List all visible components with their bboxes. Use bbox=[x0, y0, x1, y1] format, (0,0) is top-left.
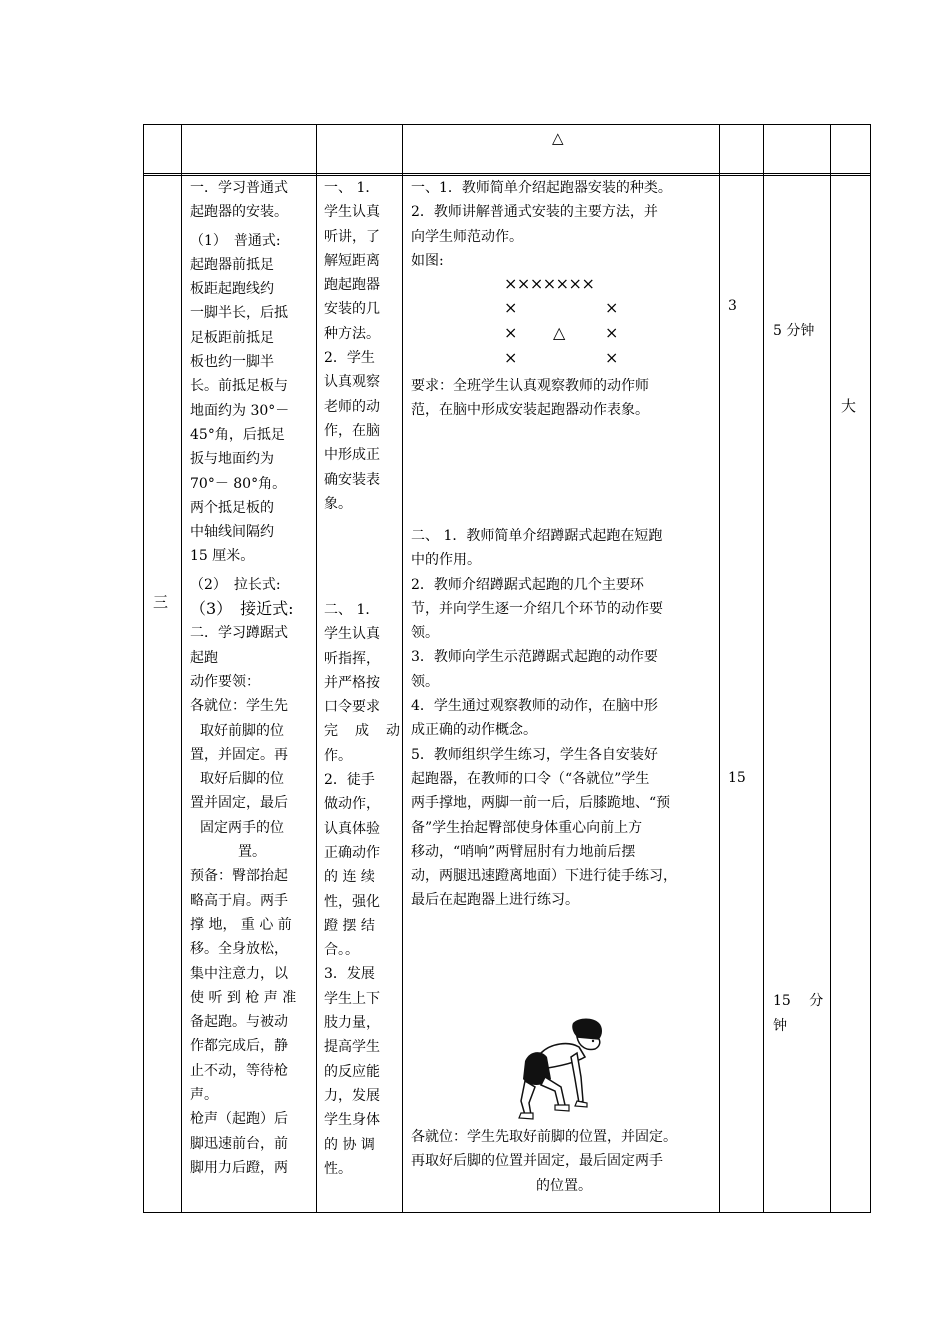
count-value: 15 bbox=[728, 770, 746, 786]
content-line: 动作要领： bbox=[190, 673, 260, 690]
table-divider bbox=[719, 124, 720, 1213]
student-line: 认真体验 bbox=[324, 820, 380, 837]
method-line: 中的作用。 bbox=[411, 552, 481, 569]
content-line: 足板距前抵足 bbox=[190, 329, 274, 346]
student-line: 认真观察 bbox=[324, 374, 380, 391]
content-line: 两个抵足板的 bbox=[190, 499, 274, 516]
crouch-start-illustration bbox=[511, 1017, 611, 1121]
student-line: 力，发展 bbox=[324, 1087, 380, 1104]
student-activity-part2 bbox=[324, 598, 400, 1181]
content-line: 起跑 bbox=[190, 649, 218, 666]
method-line: 4．学生通过观察教师的动作，在脑中形 bbox=[411, 698, 658, 715]
table-row-divider bbox=[143, 173, 871, 174]
content-line: 声。 bbox=[190, 1086, 218, 1103]
student-line: 老师的动 bbox=[324, 398, 380, 415]
student-line: 的反应能 bbox=[324, 1063, 380, 1080]
content-line: 70°－ 80°角。 bbox=[190, 475, 287, 492]
method-line: 起跑器，在教师的口令（“各就位”学生 bbox=[411, 770, 650, 787]
lesson-plan-table bbox=[143, 124, 871, 1213]
method-line: 要求：全班学生认真观察教师的动作师 bbox=[411, 378, 649, 394]
student-line: 象。 bbox=[324, 495, 352, 512]
caption-line: 的位置。 bbox=[536, 1177, 592, 1194]
content-line: （3） 接近式: bbox=[190, 599, 294, 619]
teacher-method-part1 bbox=[411, 176, 717, 273]
student-line: 学生身体 bbox=[324, 1112, 380, 1129]
table-border-top bbox=[143, 124, 871, 125]
content-line: 预备：臀部抬起 bbox=[190, 868, 288, 885]
student-line: 跑起跑器 bbox=[324, 277, 380, 294]
student-line: 一、 1． bbox=[324, 180, 380, 196]
formation-mark: × bbox=[504, 298, 518, 317]
teacher-method-part2 bbox=[411, 524, 717, 913]
method-line: 范，在脑中形成安装起跑器动作表象。 bbox=[411, 402, 649, 419]
student-line: 完 成 动 bbox=[324, 723, 400, 740]
table-divider bbox=[830, 124, 831, 1213]
student-line: 学生上下 bbox=[324, 990, 380, 1007]
content-line: 撑 地， 重 心 前 bbox=[190, 916, 292, 933]
content-line: （2） 拉长式: bbox=[190, 576, 281, 593]
student-line: 合。。 bbox=[324, 942, 359, 959]
content-line: 起跑器的安装。 bbox=[190, 204, 288, 221]
method-line: 节，并向学生逐一介绍几个环节的动作要 bbox=[411, 600, 663, 617]
content-line: 置并固定，最后 bbox=[190, 795, 288, 812]
time-value: 钟 bbox=[773, 1018, 787, 1034]
student-line: 确安装表 bbox=[324, 471, 380, 488]
section-number: 三 bbox=[153, 593, 169, 611]
content-line: 移。全身放松， bbox=[190, 941, 288, 958]
content-line: 略高于肩。两手 bbox=[190, 892, 288, 909]
student-line: 作。 bbox=[324, 747, 352, 764]
student-line: 提高学生 bbox=[324, 1039, 380, 1056]
content-line: 一脚半长，后抵 bbox=[190, 305, 288, 322]
intensity-value: 大 bbox=[841, 397, 857, 415]
student-line: 的 协 调 bbox=[324, 1136, 375, 1153]
content-line: 长。前抵足板与 bbox=[190, 378, 288, 395]
formation-mark: × bbox=[504, 323, 518, 342]
student-line: 种方法。 bbox=[324, 325, 380, 342]
content-line: 15 厘米。 bbox=[190, 548, 255, 565]
caption-line: 再取好后脚的位置并固定，最后固定两手 bbox=[411, 1153, 663, 1170]
content-line: 置。 bbox=[238, 844, 266, 861]
student-line: 2．学生 bbox=[324, 350, 375, 367]
content-line: 中轴线间隔约 bbox=[190, 524, 274, 541]
formation-mark: × bbox=[605, 323, 619, 342]
formation-mark: × bbox=[605, 298, 619, 317]
content-line: 起跑器前抵足 bbox=[190, 256, 274, 273]
formation-mark: × bbox=[504, 348, 518, 367]
method-line: 最后在起跑器上进行练习。 bbox=[411, 892, 579, 909]
student-line: 性。 bbox=[324, 1160, 352, 1177]
content-line: 枪声（起跑）后 bbox=[190, 1111, 288, 1128]
content-line: 扳与地面约为 bbox=[190, 451, 274, 468]
student-line: 安装的几 bbox=[324, 301, 380, 318]
method-line: 备”学生抬起臀部使身体重心向前上方 bbox=[411, 819, 643, 836]
table-border-left bbox=[143, 124, 144, 1213]
count-value: 3 bbox=[728, 298, 737, 314]
student-line: 并严格按 bbox=[324, 674, 380, 691]
table-border-right bbox=[870, 124, 871, 1213]
table-border-bottom bbox=[143, 1212, 871, 1213]
student-line: 作，在脑 bbox=[324, 422, 380, 439]
content-line: 二．学习蹲踞式 bbox=[190, 625, 288, 642]
student-line: 中形成正 bbox=[324, 447, 380, 464]
student-line: 3．发展 bbox=[324, 966, 375, 983]
method-line: 领。 bbox=[411, 625, 439, 642]
student-line: 二、 1． bbox=[324, 602, 380, 618]
triangle-marker: △ bbox=[552, 129, 564, 147]
table-divider bbox=[316, 124, 317, 1213]
method-line: 5．教师组织学生练习，学生各自安装好 bbox=[411, 746, 658, 763]
content-line: 一．学习普通式 bbox=[190, 180, 288, 196]
content-line: 置，并固定。再 bbox=[190, 746, 288, 763]
content-line: 取好后脚的位 bbox=[200, 771, 284, 788]
formation-mark: × bbox=[605, 348, 619, 367]
teacher-method-requirement bbox=[411, 374, 717, 423]
method-line: 一、1．教师简单介绍起跑器安装的种类。 bbox=[411, 180, 672, 196]
method-line: 2．教师讲解普通式安装的主要方法，并 bbox=[411, 204, 658, 221]
content-line: 集中注意力，以 bbox=[190, 965, 288, 982]
content-line: 取好前脚的位 bbox=[200, 722, 284, 739]
time-value: 5 分钟 bbox=[773, 323, 815, 339]
student-line: 学生认真 bbox=[324, 204, 380, 221]
content-line: 固定两手的位 bbox=[200, 819, 284, 836]
method-line: 领。 bbox=[411, 673, 439, 690]
student-line: 2．徒手 bbox=[324, 772, 375, 789]
time-value: 15 分 bbox=[773, 993, 824, 1009]
student-line: 的 连 续 bbox=[324, 869, 375, 886]
method-line: 向学生师范动作。 bbox=[411, 228, 523, 245]
student-line: 正确动作 bbox=[324, 844, 380, 861]
content-line: 板距起跑线约 bbox=[190, 281, 274, 298]
method-line: 如图: bbox=[411, 252, 444, 269]
method-line: 两手撑地，两脚一前一后，后膝跪地、“预 bbox=[411, 795, 671, 812]
method-line: 移动，“哨响”两臂屈肘有力地前后摆 bbox=[411, 843, 636, 860]
method-line: 二、 1．教师简单介绍蹲踞式起跑在短跑 bbox=[411, 528, 663, 544]
content-line: 板也约一脚半 bbox=[190, 354, 274, 371]
student-line: 听讲，了 bbox=[324, 228, 380, 245]
student-activity-part1 bbox=[324, 176, 400, 516]
student-line: 做动作， bbox=[324, 796, 380, 813]
content-line: 脚迅速前台，前 bbox=[190, 1135, 288, 1152]
content-line: （1） 普通式: bbox=[190, 232, 281, 249]
content-line: 使 听 到 枪 声 准 bbox=[190, 989, 297, 1006]
content-line: 脚用力后蹬，两 bbox=[190, 1159, 288, 1176]
illustration-caption bbox=[411, 1125, 717, 1198]
table-divider bbox=[402, 124, 403, 1213]
student-line: 肢力量， bbox=[324, 1015, 380, 1032]
content-line: 45°角，后抵足 bbox=[190, 426, 285, 443]
content-line: 地面约为 30°－ bbox=[190, 402, 290, 419]
student-line: 蹬 摆 结 bbox=[324, 917, 375, 934]
table-divider bbox=[763, 124, 764, 1213]
method-line: 成正确的动作概念。 bbox=[411, 722, 537, 739]
formation-top-row: ××××××× bbox=[504, 274, 595, 293]
student-line: 学生认真 bbox=[324, 626, 380, 643]
student-line: 性，强化 bbox=[324, 893, 380, 910]
content-line: 止不动，等待枪 bbox=[190, 1062, 288, 1079]
student-line: 听指挥， bbox=[324, 650, 380, 667]
content-line: 作都完成后，静 bbox=[190, 1038, 288, 1055]
method-line: 3．教师向学生示范蹲踞式起跑的动作要 bbox=[411, 649, 658, 666]
caption-line: 各就位：学生先取好前脚的位置，并固定。 bbox=[411, 1129, 677, 1145]
method-line: 动，两腿迅速蹬离地面）下进行徒手练习， bbox=[411, 868, 677, 885]
student-line: 解短距离 bbox=[324, 252, 380, 269]
table-divider bbox=[181, 124, 182, 1213]
student-line: 口令要求 bbox=[324, 699, 380, 716]
method-line: 2．教师介绍蹲踞式起跑的几个主要环 bbox=[411, 576, 644, 593]
content-line: 各就位：学生先 bbox=[190, 698, 288, 715]
formation-teacher-triangle: △ bbox=[553, 323, 566, 342]
content-column bbox=[190, 176, 314, 1180]
content-line: 备起跑。与被动 bbox=[190, 1014, 288, 1031]
